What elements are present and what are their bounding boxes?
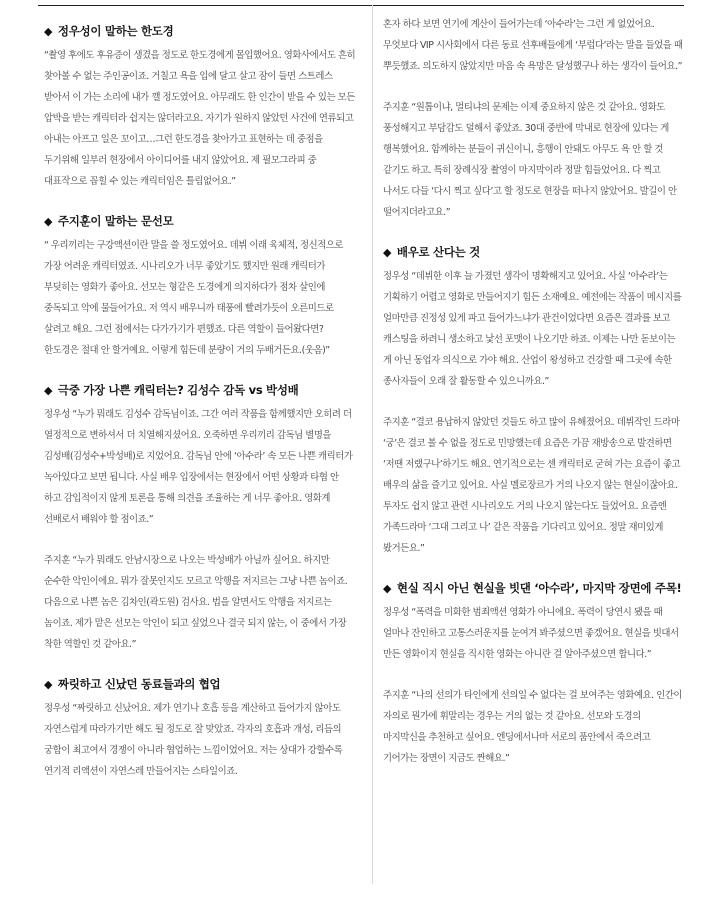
section-heading-text: 정우성이 말하는 한도경 xyxy=(57,24,174,38)
section-heading-collaboration xyxy=(44,675,356,694)
right-column xyxy=(383,0,685,898)
section-heading-last-scene xyxy=(383,579,685,598)
paragraph: 정우성 “짜릿하고 신났어요. 제가 연기나 호흡 등을 계산하고 들어가지 않아도 자연스럽게 따라가기만 해도 될 정도로 잘 맞았죠. 각자의 호흡과 개성, 리듬의 궁합이 최고여서 경쟁이 아니라 협업하는 느낌이었어요. 저는 상대가 강할수록 연기적 리액션이 자연스레 만들어지는 스타일이죠. xyxy=(44,703,343,777)
paragraph: “촬영 후에도 후유증이 생겼을 정도로 한도경에게 몰입했어요. 영화사에서도 흔히 찾아볼 수 없는 주인공이죠. 거칠고 욕을 입에 달고 살고 잠이 들면 스트레스 받아서 이 가는 소리에 내가 깰 정도였어요. 아무래도 한 인간이 받을 수 있는 모든 압박을 받는 캐릭터라 쉽지는 않더라고요. 자기가 원하지 않았던 사건에 연류되고 아내는 아프고 일은 꼬이고…그런 한도경을 찾아가고 표현하는 데 중점을 두기위해 일부러 현장에서 아이디어를 내지 않았어요. 제 필모그라피 중 대표작으로 꼽힐 수 있는 캐릭터임은 틀림없어요.” xyxy=(44,50,356,187)
section-heading-text: 현실 직시 아닌 현실을 빗댄 ‘아수라’, 마지막 장면에 주목! xyxy=(396,581,682,595)
paragraph: 정우성 “폭력을 미화한 범죄액션 영화가 아니에요. 폭력이 당연시 됐을 때 얼마나 잔인하고 고통스러운지를 눈여겨 봐주셨으면 좋겠어요. 현실을 빗대서 만든 영화이지 현실을 직시한 영화는 아니란 걸 알아주셨으면 합니다.” xyxy=(383,607,679,660)
section-heading-actor-life xyxy=(383,243,685,262)
diamond-icon: ◆ xyxy=(383,246,392,259)
diamond-icon: ◆ xyxy=(383,582,392,595)
paragraph: 정우성 “데뷔한 이후 늘 가졌던 생각이 명확해지고 있어요. 사실 ‘아수라’는 기획하기 어렵고 영화로 만들어지기 힘든 소재예요. 예전에는 작품이 메시지를 얼마만큼 진정성 있게 파고 들어가느냐가 관건이었다면 요즘은 결과를 보고 캐스팅을 하려니 생소하고 낯선 포맷이 나오기만 하죠. 이제는 나만 돋보이는 게 아닌 동업자 의식으로 가야 해요. 산업이 왕성하고 건강할 때 그곳에 속한 종사자들이 오래 잘 활동할 수 있으니까요.” xyxy=(383,271,682,387)
left-column xyxy=(44,0,356,906)
diamond-icon: ◆ xyxy=(44,25,53,38)
diamond-icon: ◆ xyxy=(44,384,53,397)
paragraph: 주지훈 “결코 용납하지 않았던 것들도 하고 많이 유해졌어요. 데뷔작인 드라마 ‘궁’은 결코 볼 수 없을 정도로 민망했는데 요즘은 가끔 재방송으로 발견하면 ‘저땐 저랬구나’하기도 해요. 연기적으로는 센 캐릭터로 굳혀 가는 요즘이 좋고 배우의 삶을 즐기고 있어요. 사실 멜로장르가 거의 나오지 않는 현실이잖아요. 투자도 쉽지 않고 관련 시나리오도 거의 나오지 않는다도 들었어요. 요즘엔 가족드라마 ‘그대 그리고 나’ 같은 작품을 기다리고 있어요. 정말 재미있게 봤거든요.” xyxy=(383,417,681,554)
section-heading-worst-character xyxy=(44,381,356,400)
section-heading-ju xyxy=(44,212,356,231)
paragraph: 정우성 “누가 뭐래도 김성수 감독님이죠. 그간 여러 작품을 함께했지만 오히려 더 열정적으로 변하셔서 더 치열해지셨어요. 오죽하면 우리끼리 감독님 별명을 김성배(김성수+박성배)로 지었어요. 감독님 안에 ‘아수라’ 속 모든 나쁜 캐릭터가 녹아있다고 보면 됩니다. 사실 배우 입장에서는 현장에서 어떤 상황과 타협 안 하고 감입적이지 않게 토론을 통해 의견을 조율하는 게 너무 좋아요. 영화계 선배로서 배워야 할 점이죠.” xyxy=(44,409,353,525)
paragraph: “ 우리끼리는 구강액션이란 말을 쓸 정도였어요. 데뷔 이래 육체적, 정신적으로 가장 어려운 캐릭터였죠. 시나리오가 너무 좋았기도 했지만 원래 캐릭터가 부딪히는 영화가 좋아요. 선모는 형같은 도경에게 의지하다가 점차 살인에 중독되고 악에 물들어가요. 저 역시 배우니까 태풍에 빨려가듯이 오른미드로 살려고 해요. 그런 점에서는 다가가기가 편했죠. 다른 역할이 들어왔다면? 한도경은 절대 안 할거예요. 이렇게 힘든데 분량이 거의 두배거든요.(웃음)” xyxy=(44,240,344,356)
section-heading-text: 짜릿하고 신났던 동료들과의 협업 xyxy=(57,677,221,691)
paragraph: 주지훈 “나의 선의가 타인에게 선의일 수 없다는 걸 보여주는 영화예요. 인간이 자의로 뭔가에 휘말리는 경우는 거의 없는 것 같아요. 선모와 도경의 마지막신을 추천하고 싶어요. 엔딩에서나마 서로의 품안에서 죽으려고 기어가는 장면이 지금도 짠해요.” xyxy=(383,690,683,764)
paragraph: 혼자 하다 보면 연기에 계산이 들어가는데 ‘아수라’는 그런 게 없었어요. 무엇보다 VIP 시사회에서 다른 동료 선후배들에게 ‘부럽다’라는 말을 들었을 때 뿌듯했죠. 의도하지 않았지만 마음 속 욕망은 달성했구나 하는 생각이 들어요.” xyxy=(383,19,683,72)
section-heading-text: 주지훈이 말하는 문선모 xyxy=(57,214,174,228)
section-heading-jung xyxy=(44,22,356,41)
section-heading-text: 배우로 산다는 것 xyxy=(396,245,480,259)
paragraph: 주지훈 “원톱이냐, 멀티냐의 문제는 이제 중요하지 않은 것 같아요. 영화도 풍성해지고 부담감도 덜해서 좋았죠. 30대 중반에 막내로 현장에 있다는 게 행복했어요. 함께하는 분들이 귀신이니, 흥행이 안돼도 아무도 욕 안 할 것 같기도 하고. 특히 장례식장 촬영이 마지막이라 정말 힘들었어요. 다 찍고 나서도 다들 ‘다시 찍고 싶다’고 할 정도로 현장을 떠나지 않았어요. 발길이 안 떨어지더라고요.” xyxy=(383,102,677,218)
column-divider xyxy=(372,5,373,884)
diamond-icon: ◆ xyxy=(44,678,53,691)
diamond-icon: ◆ xyxy=(44,215,53,228)
paragraph: 주지훈 “누가 뭐래도 안남시장으로 나오는 박성배가 아닐까 싶어요. 하지만 순수한 악인이에요. 뭐가 잘못인지도 모르고 악행을 저지르는 그냥 나쁜 놈이죠. 다음으로 나쁜 놈은 김차인(곽도원) 검사요. 법을 알면서도 악행을 저지르는 놈이죠. 제가 맡은 선모는 악인이 되고 싶었으나 결국 되지 않는, 이 중에서 가장 착한 역할인 것 같아요.” xyxy=(44,555,348,650)
section-heading-text: 극중 가장 나쁜 캐릭터는? 김성수 감독 vs 박성배 xyxy=(57,383,299,397)
